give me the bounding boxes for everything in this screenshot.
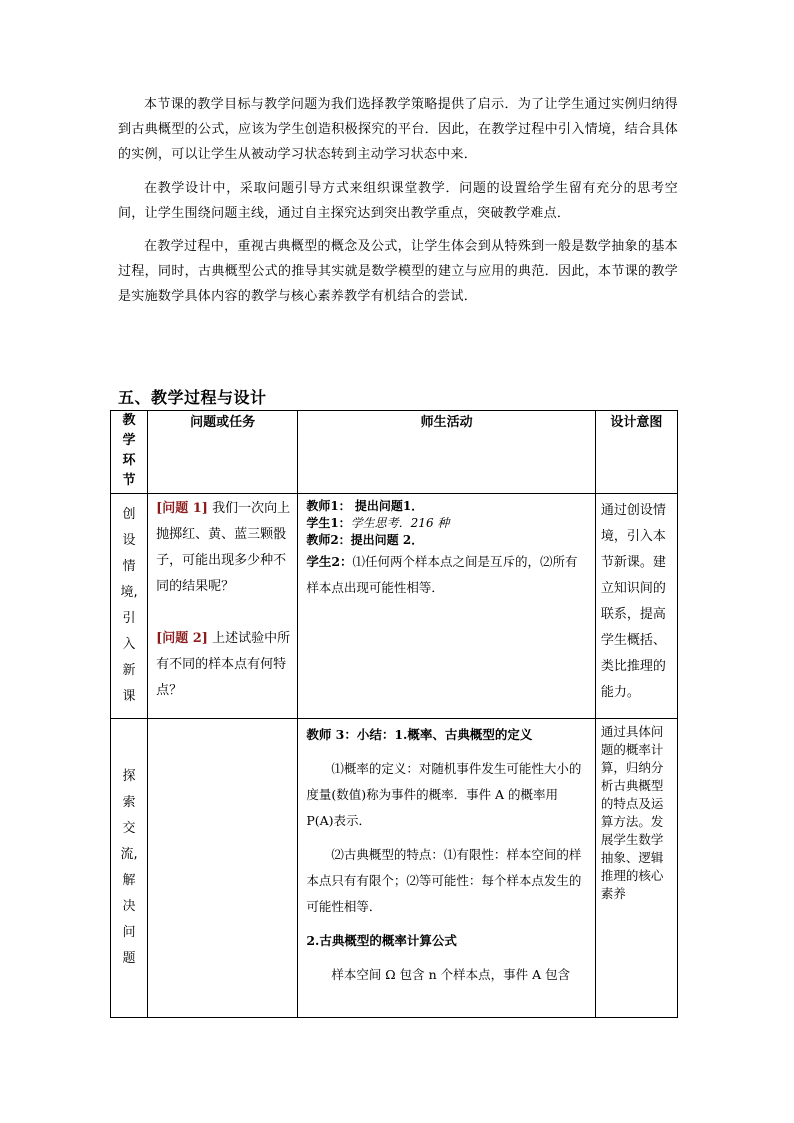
teacher-1-label: 教师1： [306, 499, 351, 513]
section-heading: 五、教学过程与设计 [118, 388, 267, 407]
stage-char: 决 [122, 899, 136, 914]
stage-cell [111, 719, 148, 1018]
table-header-row [111, 411, 678, 494]
stage-char: 新 [122, 663, 136, 678]
intent-text: 通过具体问题的概率计算，归纳分析古典概型的特点及运算方法。发展学生数学抽象、逻辑推理的核心素养 [600, 724, 664, 901]
teacher-3-summary: 教师 3：小结：1.概率、古典概型的定义 [306, 727, 533, 742]
stage-char: 境, [120, 585, 138, 600]
header-stage-char: 环 [122, 453, 136, 468]
student-1-label: 学生1： [306, 516, 351, 530]
question-2-tag: [问题 2] [156, 631, 208, 646]
header-intent: 设计意图 [595, 411, 677, 494]
stage-char: 引 [122, 611, 136, 626]
intent-text: 通过创设情境，引入本节新课。建立知识间的联系，提高学生概括、类比推理的能力。 [600, 503, 666, 700]
intent-cell [595, 719, 677, 1018]
stage-char: 问 [122, 925, 136, 940]
teacher-2-label: 教师2： [306, 533, 351, 547]
classical-model-features: ⑵古典概型的特点：⑴有限性：样本空间的样本点只有有限个；⑵等可能性：每个样本点发生的可能性相等． [306, 847, 582, 914]
probability-definition: ⑴概率的定义：对随机事件发生可能性大小的度量(数值)称为事件的概率．事件 A 的概率用 P(A)表示． [306, 761, 582, 828]
table-row [111, 494, 678, 719]
teacher-2-text: 提出问题 2． [350, 533, 424, 547]
header-stage-char: 节 [122, 473, 136, 488]
stage-char: 交 [122, 821, 136, 836]
stage-char: 流, [120, 847, 138, 862]
stage-char: 入 [122, 637, 136, 652]
student-2-label: 学生2： [306, 554, 353, 569]
stage-char: 设 [122, 533, 136, 548]
stage-char: 探 [122, 769, 136, 784]
task-cell-empty [148, 719, 298, 1018]
stage-char: 解 [122, 873, 136, 888]
header-task: 问题或任务 [148, 411, 298, 494]
table-row [111, 719, 678, 1018]
header-stage-char: 学 [122, 433, 136, 448]
student-1-text: 学生思考．216 种 [350, 516, 450, 530]
intent-cell [595, 494, 677, 719]
stage-char: 题 [122, 951, 136, 966]
formula-text: 样本空间 Ω 包含 n 个样本点，事件 A 包含 [331, 967, 571, 982]
stage-char: 索 [122, 795, 136, 810]
header-activity: 师生活动 [298, 411, 596, 494]
question-2-text: 上述试验中所有不同的样本点有何特点？ [156, 631, 291, 698]
stage-char: 课 [122, 689, 136, 704]
stage-char: 情 [122, 559, 136, 574]
intro-paragraph-3: 在教学过程中，重视古典概型的概念及公式，让学生体会到从特殊到一般是数学抽象的基本过程，同时，古典概型公式的推导其实就是数学模型的建立与应用的典范．因此，本节课的教学是实施数学具体内容的教学与核心素养教学有机结合的尝试． [118, 239, 678, 304]
activity-cell [298, 494, 596, 719]
student-2-text: ⑴任何两个样本点之间是互斥的，⑵所有样本点出现可能性相等． [306, 554, 578, 595]
stage-cell [111, 494, 148, 719]
teacher-1-text: 提出问题1． [350, 499, 424, 513]
teaching-process-table [110, 410, 678, 1018]
question-1-tag: [问题 1] [156, 501, 208, 516]
intro-paragraph-2: 在教学设计中，采取问题引导方式来组织课堂教学．问题的设置给学生留有充分的思考空间，让学生围绕问题主线，通过自主探究达到突出教学重点，突破教学难点． [118, 181, 678, 221]
intro-paragraph-1: 本节课的教学目标与教学问题为我们选择教学策略提供了启示．为了让学生通过实例归纳得到古典概型的公式，应该为学生创造积极探究的平台．因此，在教学过程中引入情境，结合具体的实例，可以让学生从被动学习状态转到主动学习状态中来． [118, 97, 678, 162]
header-stage [111, 411, 148, 494]
question-1-text: 我们一次向上抛掷红、黄、蓝三颗骰子，可能出现多少种不同的结果呢？ [156, 501, 291, 594]
activity-cell [298, 719, 596, 1018]
task-cell [148, 494, 298, 719]
formula-subheading: 2.古典概型的概率计算公式 [306, 933, 457, 948]
stage-char: 创 [122, 507, 136, 522]
header-stage-char: 教 [122, 413, 136, 428]
